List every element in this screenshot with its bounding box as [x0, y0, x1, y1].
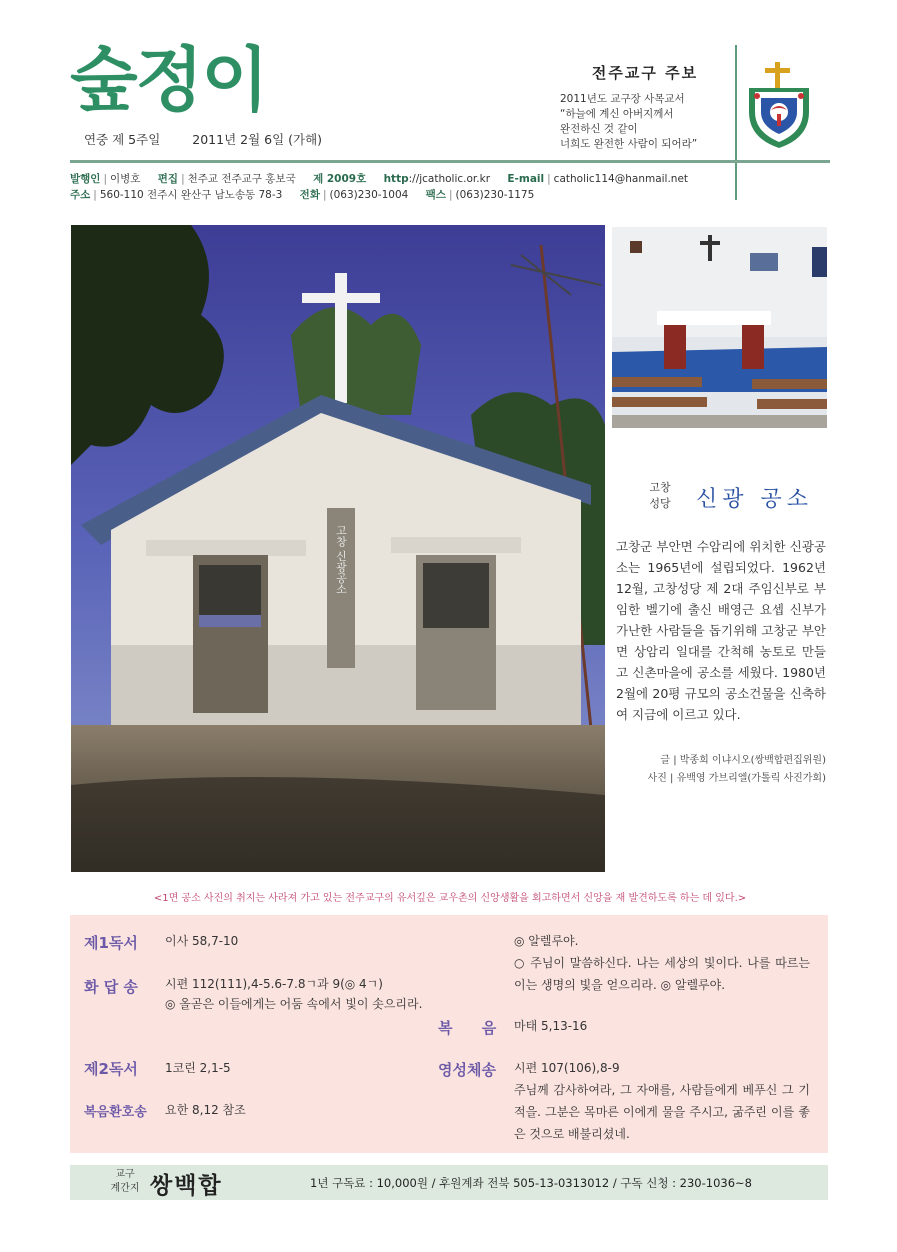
photo-caption: <1면 공소 사진의 취지는 사라져 가고 있는 전주교구의 유서깊은 교우촌의 신앙생활을 회고하면서 신앙을 재 발견하도록 하는 데 있다.>	[153, 893, 747, 904]
quote-line: 2011년도 교구장 사목교서	[560, 93, 685, 105]
mass-readings	[70, 915, 828, 1153]
issue-date: 2011년 2월 6일 (가해)	[192, 132, 323, 147]
psalm-text: ◎ 올곧은 이들에게는 어둠 속에서 빛이 솟으리라.	[165, 997, 423, 1011]
parish-label	[640, 480, 680, 512]
communion-reference: 시편 107(106),8-9	[514, 1061, 620, 1075]
magazine-type-line: 계간지	[110, 1183, 140, 1194]
magazine-logo: 쌍백합	[150, 1172, 223, 1199]
parish-label-line: 성당	[649, 497, 671, 510]
email-label: E-mail	[507, 173, 545, 185]
article-body: 고창군 부안면 수암리에 위치한 신광공소는 1965년에 설립되었다. 1962년 12월, 고창성당 제 2대 주임신부로 부임한 벨기에 출신 배영근 요셉 신부가 가난한 사람들을 돕기위해 고창군 부안면 상암리 일대를 간척해 농토로 만들고 신촌마을에 공소를 세웠다. 1980년 2월에 20평 규모의 공소건물을 신축하여 지금에 이르고 있다.	[616, 539, 826, 722]
phone-value: (063)230-1004	[329, 189, 409, 201]
pastoral-quote	[560, 92, 730, 152]
publication-info	[70, 171, 688, 203]
issue-number: 제 2009호	[313, 173, 367, 185]
publication-line-1: 발행인 | 이병호 편집 | 천주교 전주교구 홍보국 제 2009호 http://jcatholic.or.kr E-mail | catholic114@hanmail.net	[70, 173, 689, 185]
psalm-reference: 시편 112(111),4-5.6-7.8ㄱ과 9(◎ 4ㄱ)	[165, 977, 383, 991]
address-label: 주소	[70, 189, 91, 201]
quote-line: 완전하신 것 같이	[560, 123, 638, 135]
publication-line-2: 주소 | 560-110 전주시 완산구 남노송동 78-3 전화 | (063)230-1004 팩스 | (063)230-1175	[70, 189, 535, 201]
psalm-label: 화 답 송	[84, 978, 138, 996]
subscription-footer	[70, 1165, 828, 1200]
alleluia-response: ◎ 알렐루야.	[514, 934, 579, 948]
acclamation-text: 요한 8,12 참조	[165, 1103, 246, 1117]
second-reading-text: 1코린 2,1-5	[165, 1061, 231, 1075]
masthead-divider-vertical	[735, 45, 737, 200]
editor-value: 천주교 전주교구 홍보국	[187, 173, 296, 185]
magazine-type-line: 교구	[115, 1169, 135, 1180]
fax-label: 팩스	[425, 189, 446, 201]
communion-label: 영성체송	[438, 1061, 496, 1079]
alleluia-verse: ○ 주님이 말씀하신다. 나는 세상의 빛이다. 나를 따르는 이는 생명의 빛을 얻으리라. ◎ 알렐루야.	[514, 956, 810, 992]
parish-label-line: 고창	[649, 481, 671, 494]
website-link[interactable]: //jcatholic.or.kr	[412, 173, 491, 185]
acclamation-label: 복음환호송	[84, 1105, 147, 1120]
credit-photographer: 사진 | 유백영 가브리엘(가톨릭 사진가회)	[647, 773, 826, 784]
gospel-text: 마태 5,13-16	[514, 1019, 588, 1033]
quote-line: “하늘에 계신 아버지께서	[560, 108, 674, 120]
article-title: 신광 공소	[696, 487, 814, 512]
credit-writer: 글 | 박종희 이냐시오(쌍백합편집위원)	[660, 755, 826, 766]
communion-text: 주님께 감사하여라, 그 자애를, 사람들에게 베푸신 그 기적을. 그분은 목마른 이에게 물을 주시고, 굶주린 이를 좋은 것으로 배불리셨네.	[514, 1083, 810, 1141]
liturgical-week: 연중 제 5주일	[84, 132, 161, 147]
website-label: http	[383, 173, 409, 185]
publisher-value: 이병호	[109, 173, 141, 185]
gospel-label: 복 음	[438, 1019, 497, 1037]
masthead-divider-horizontal	[70, 160, 830, 163]
first-reading-label: 제1독서	[84, 934, 138, 952]
issue-info	[84, 130, 350, 148]
first-reading-text: 이사 58,7-10	[165, 934, 239, 948]
article-credits	[600, 752, 826, 788]
diocese-emblem-icon	[743, 60, 815, 150]
chapel-interior-photo	[612, 227, 827, 428]
newsletter-logo: 숲정이	[70, 39, 267, 121]
address-value: 560-110 전주시 완산구 남노송동 78-3	[99, 189, 283, 201]
fax-value: (063)230-1175	[455, 189, 535, 201]
second-reading-label: 제2독서	[84, 1060, 138, 1078]
editor-label: 편집	[157, 173, 179, 185]
subscription-info: 1년 구독료 : 10,000원 / 후원계좌 전북 505-13-0313012 / 구독 신청 : 230-1036~8	[310, 1176, 752, 1190]
bulletin-header	[560, 62, 730, 83]
chapel-plaque-text: 고창 신광공소	[334, 525, 348, 595]
publisher-label: 발행인	[70, 173, 101, 185]
chapel-exterior-photo	[71, 225, 605, 872]
bulletin-name: 전주교구 주보	[591, 64, 699, 82]
phone-label: 전화	[299, 189, 320, 201]
quote-line: 너희도 완전한 사람이 되어라”	[560, 138, 698, 150]
email-link[interactable]: catholic114@hanmail.net	[553, 173, 689, 185]
